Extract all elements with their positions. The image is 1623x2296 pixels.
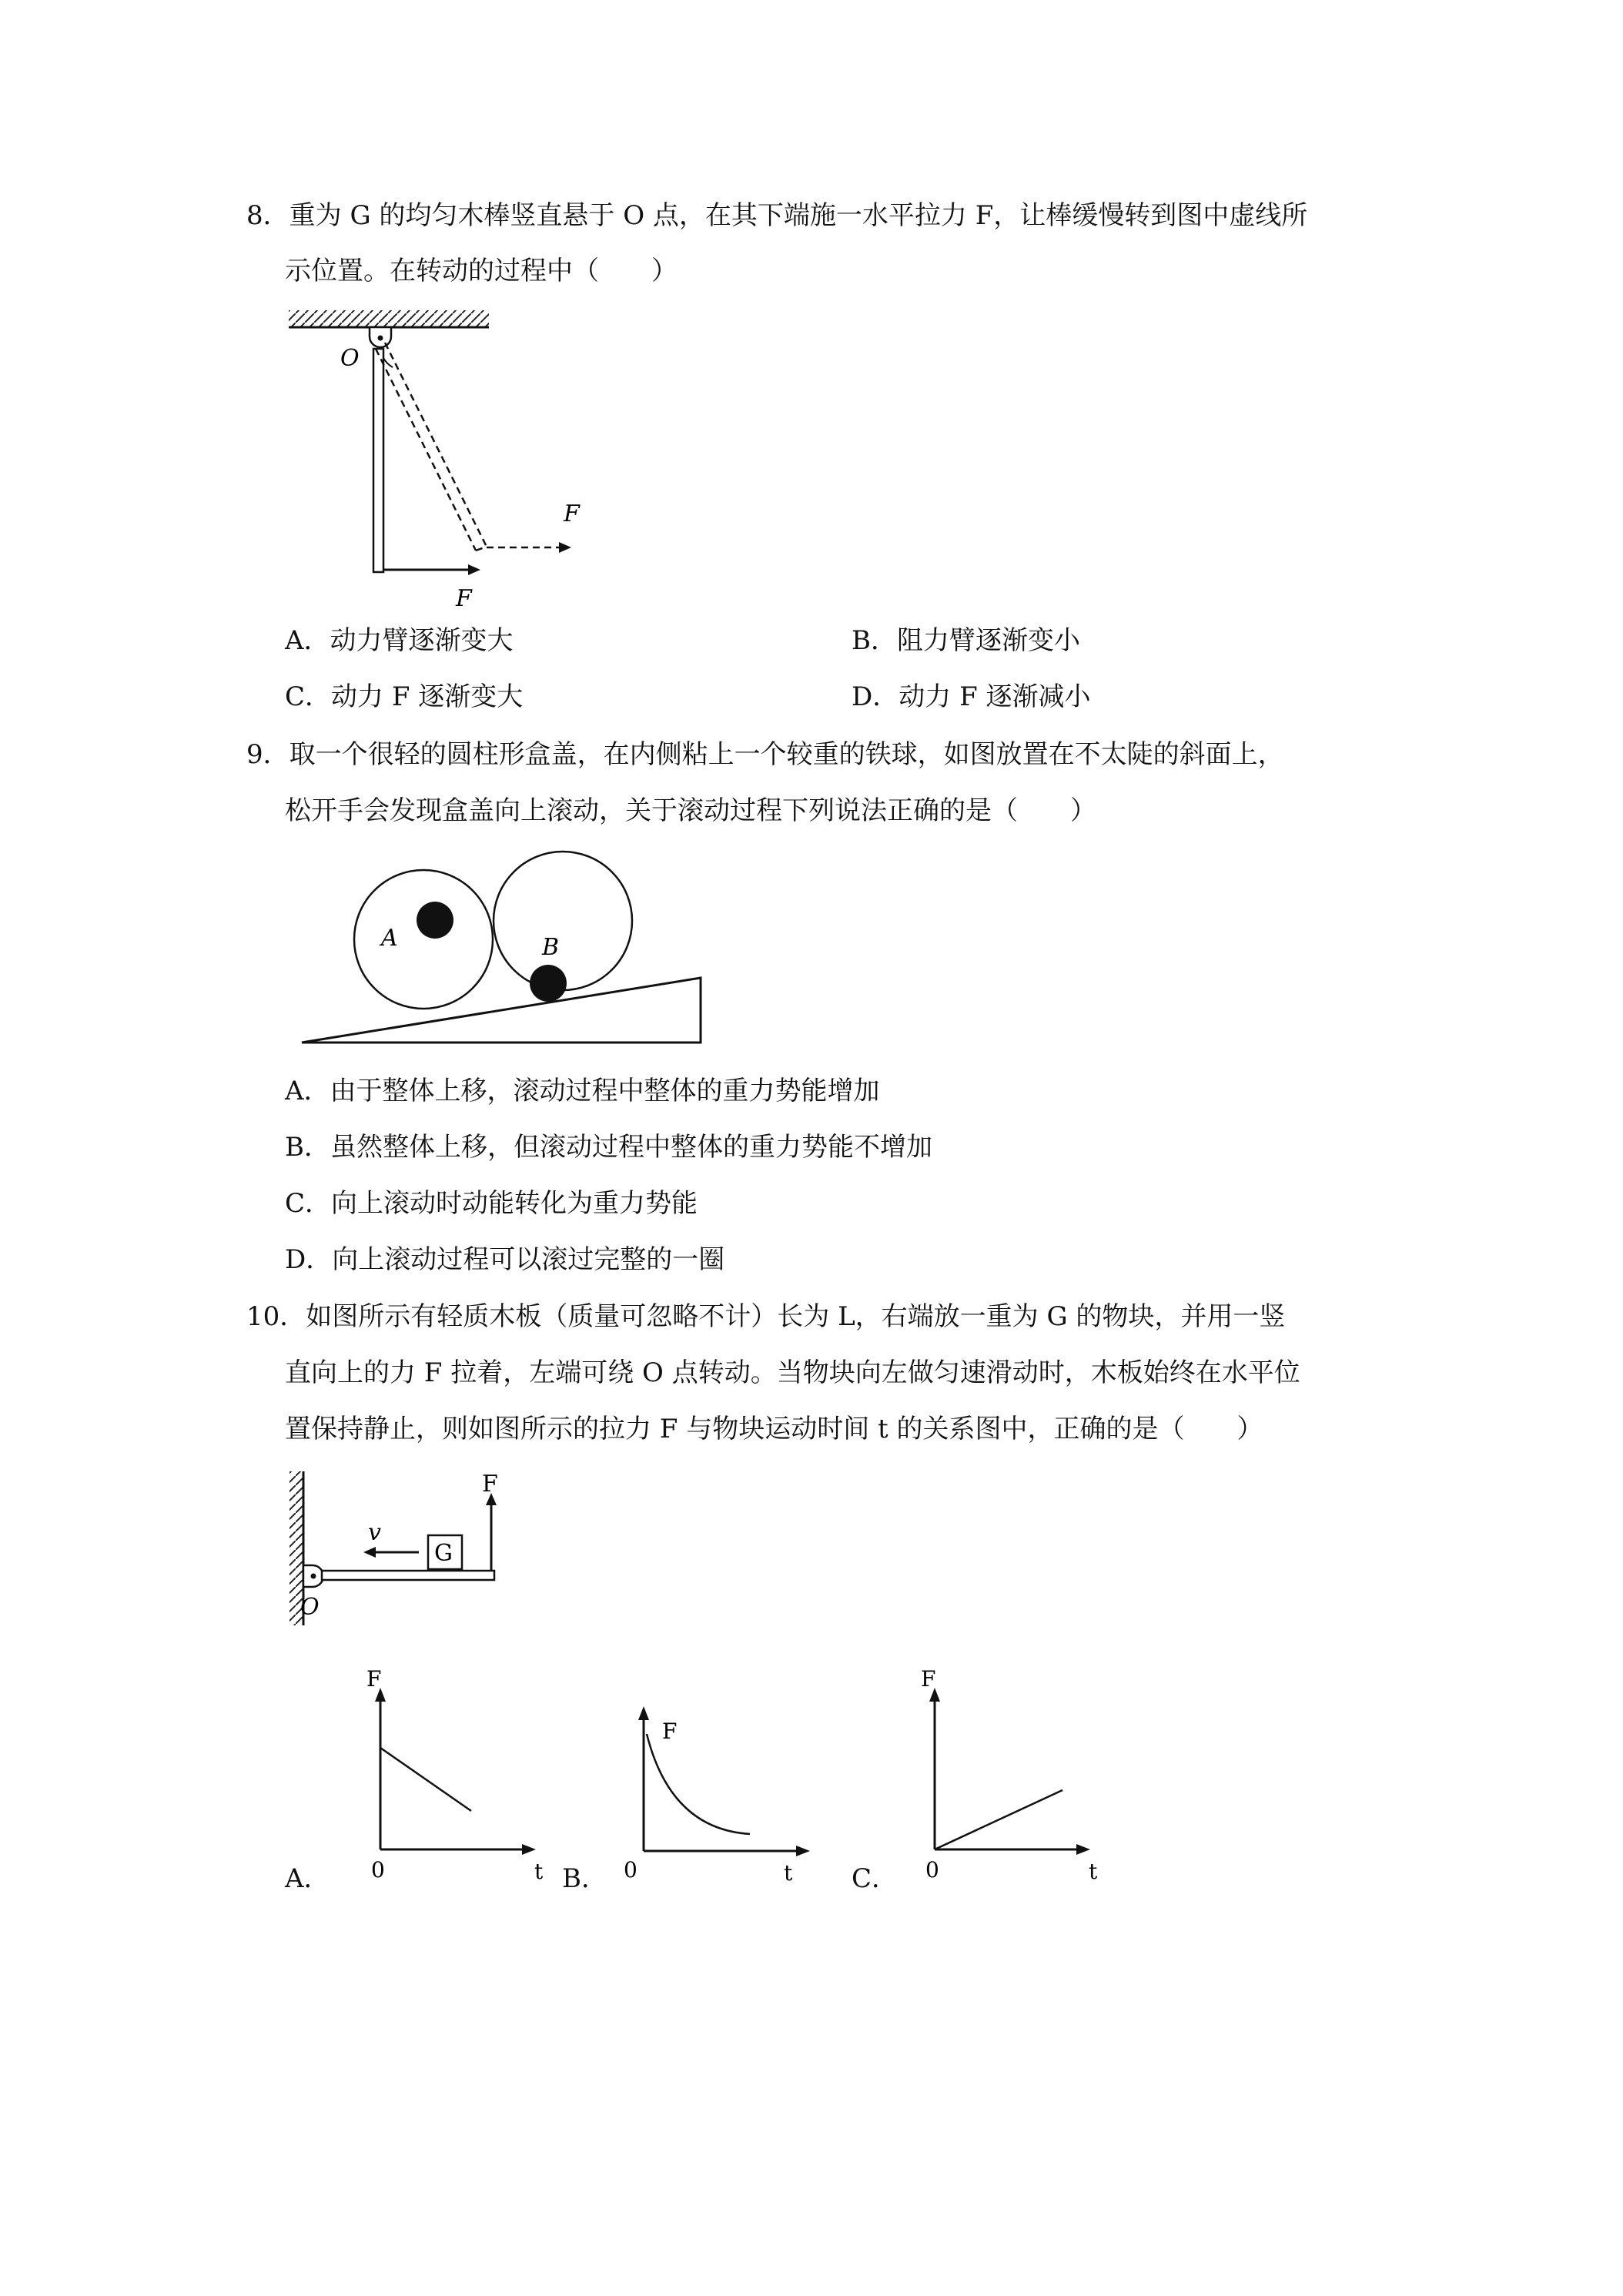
q9-slope (302, 978, 701, 1043)
q8-pivot (370, 327, 391, 347)
q8-stem-line-2: 示位置。在转动的过程中（ ） (285, 256, 678, 286)
q8-rod-vertical (373, 349, 383, 572)
q8-label-f-dashed: F (564, 500, 580, 527)
q10-label-f: F (482, 1471, 498, 1498)
q8-figure (277, 304, 647, 620)
q10-stem-line-3: 置保持静止，则如图所示的拉力 F 与物块运动时间 t 的关系图中，正确的是（ ） (285, 1414, 1263, 1444)
q10-graph-b-xlabel: t (784, 1860, 793, 1886)
q10-graph-b-option[interactable]: B． (562, 1863, 607, 1894)
q10-figure (277, 1467, 524, 1636)
q10-graph-c-option[interactable]: C． (852, 1863, 899, 1894)
q10-label-o: O (300, 1594, 320, 1621)
q8-angle-arc (383, 358, 393, 367)
q10-graph-c-line (935, 1790, 1062, 1849)
q9-option-c[interactable]: C．向上滚动时动能转化为重力势能 (285, 1188, 698, 1219)
q10-graph-b-ylabel: F (662, 1719, 678, 1744)
q10-graph-c-origin: 0 (925, 1857, 939, 1883)
q8-label-o: O (340, 345, 360, 372)
q10-force-arrow (486, 1493, 497, 1571)
q10-graph-b-origin: 0 (624, 1857, 637, 1883)
q9-circle-b (494, 852, 632, 1002)
q10-stem-line-1: 10．如图所示有轻质木板（质量可忽略不计）长为 L，右端放一重为 G 的物块，并用一竖 (246, 1301, 1286, 1332)
q10-block-g (428, 1535, 462, 1569)
q8-option-a[interactable]: A．动力臂逐渐变大 (285, 625, 514, 656)
q9-option-b[interactable]: B．虽然整体上移，但滚动过程中整体的重力势能不增加 (285, 1132, 932, 1163)
q10-graph-a-line (380, 1748, 471, 1811)
q10-graph-a-ylabel: F (366, 1666, 382, 1692)
q10-stem-line-2: 直向上的力 F 拉着，左端可绕 O 点转动。当物块向左做匀速滑动时，木板始终在水平位 (285, 1357, 1300, 1388)
q10-graph-a-axes (375, 1688, 536, 1855)
q10-graph-b-curve (647, 1734, 750, 1834)
q10-graph-c-xlabel: t (1089, 1859, 1098, 1884)
q10-board (322, 1571, 494, 1580)
q8-option-b[interactable]: B．阻力臂逐渐变小 (852, 625, 1080, 656)
q8-force-arrow (383, 564, 480, 575)
q10-label-g: G (434, 1540, 453, 1567)
q10-graph-c (909, 1666, 1124, 1894)
q8-option-d[interactable]: D．动力 F 逐渐减小 (852, 681, 1091, 712)
q9-option-d[interactable]: D．向上滚动过程可以滚过完整的一圈 (285, 1244, 725, 1275)
q10-graph-a-option[interactable]: A． (285, 1863, 330, 1894)
q9-stem-line-2: 松开手会发现盒盖向上滚动，关于滚动过程下列说法正确的是（ ） (285, 795, 1096, 826)
q8-ceiling (289, 310, 489, 327)
q10-graph-c-axes (929, 1688, 1090, 1855)
q8-stem-line-1: 8．重为 G 的均匀木棒竖直悬于 O 点，在其下端施一水平拉力 F，让棒缓慢转到图中虚线所 (246, 200, 1308, 231)
q9-label-a: A (381, 925, 398, 952)
q9-circle-a (354, 870, 493, 1009)
q10-graph-a-xlabel: t (534, 1859, 544, 1884)
q10-graph-a (354, 1666, 570, 1894)
q10-graph-c-ylabel: F (921, 1666, 936, 1692)
q9-figure (293, 855, 724, 1055)
q10-graph-a-origin: 0 (371, 1857, 385, 1883)
q8-rod-dashed (376, 343, 487, 551)
q9-label-b: B (542, 934, 560, 961)
q8-force-dashed-arrow (487, 542, 571, 553)
q8-option-c[interactable]: C．动力 F 逐渐变大 (285, 681, 524, 712)
q10-label-v: v (368, 1519, 381, 1546)
q9-stem-line-1: 9．取一个很轻的圆柱形盒盖，在内侧粘上一个较重的铁球，如图放置在不太陡的斜面上， (246, 739, 1284, 770)
q9-option-a[interactable]: A．由于整体上移，滚动过程中整体的重力势能增加 (285, 1076, 880, 1106)
q8-label-f-bottom: F (456, 585, 472, 612)
q10-pivot (303, 1565, 323, 1587)
q10-velocity-arrow (363, 1547, 419, 1558)
q10-graph-b (616, 1702, 832, 1894)
